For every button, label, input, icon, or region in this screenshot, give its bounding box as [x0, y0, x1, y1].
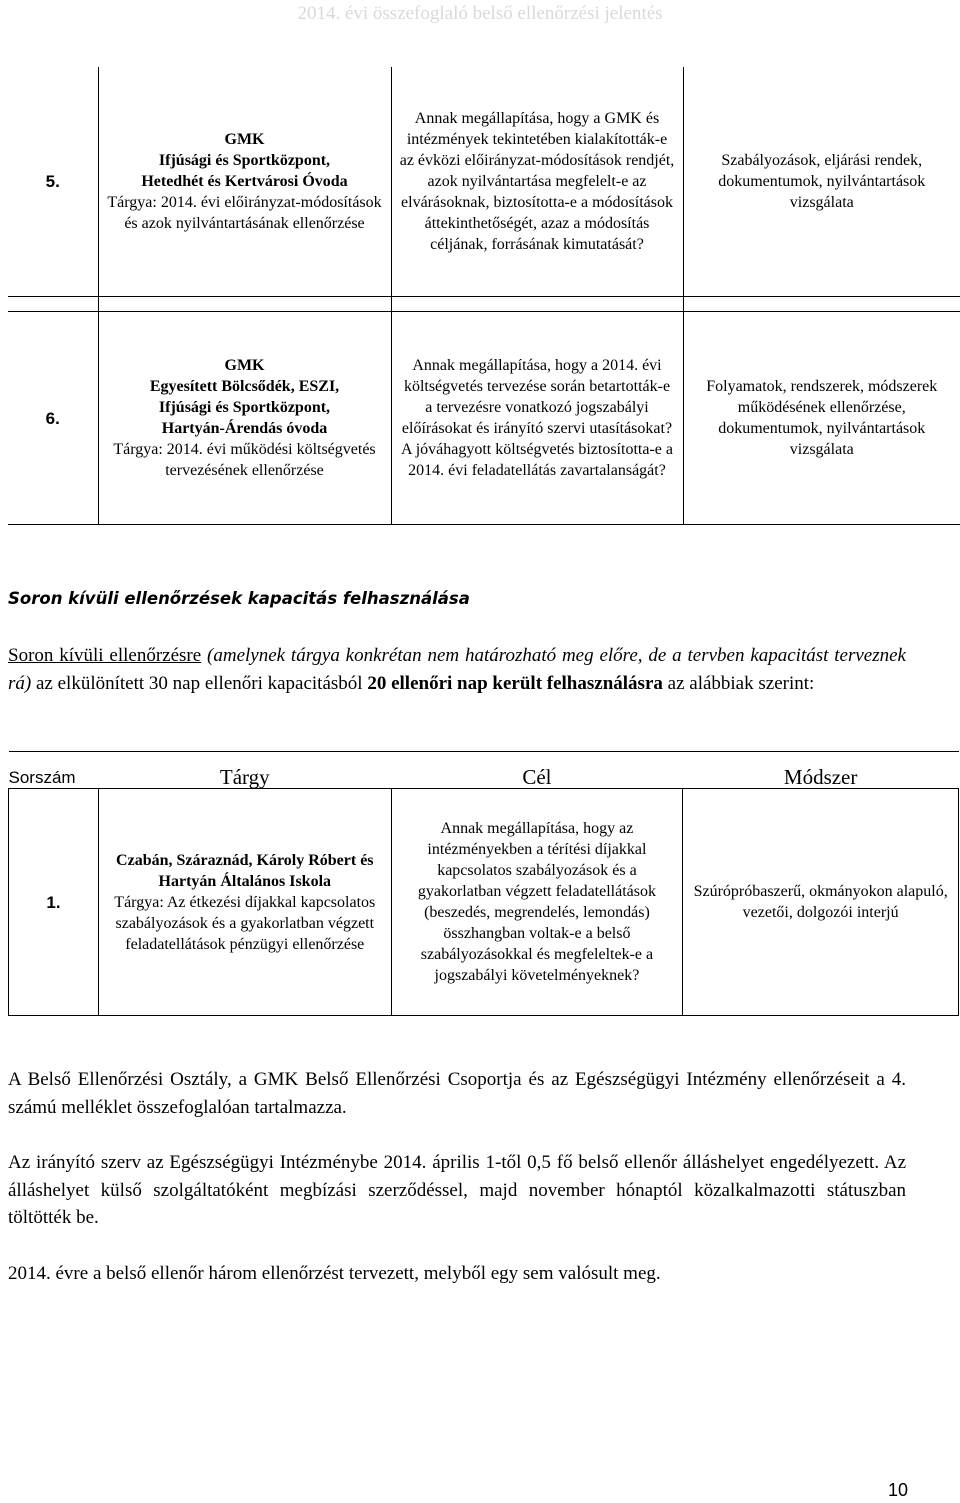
- method-cell: Szabályozások, eljárási rendek, dokumentumok, nyilvántartások vizsgálata: [683, 67, 960, 297]
- page-header: [0, 0, 960, 30]
- paragraph-2: Az irányító szerv az Egészségügyi Intézménybe 2014. április 1-től 0,5 fő belső ellenőr álláshelyet engedélyezett. Az álláshelyet külső szolgáltatóként megbízási szerződéssel, majd november hónaptól közalkalmazotti státuszban töltötték be.: [8, 1152, 906, 1228]
- subject-description: Tárgya: 2014. évi előirányzat-módosítások és azok nyilvántartásának ellenőrzése: [107, 194, 382, 232]
- table-row: [8, 67, 960, 297]
- header-modszer: Módszer: [683, 752, 959, 789]
- subject-description: Tárgya: Az étkezési díjakkal kapcsolatos szabályozások és a gyakorlatban végzett feladatellátások pénzügyi ellenőrzése: [114, 893, 376, 953]
- method-cell: Szúrópróbaszerű, okmányokon alapuló, vezetői, dolgozói interjú: [683, 789, 959, 1016]
- header-cel: Cél: [391, 752, 683, 789]
- section-paragraph: Soron kívüli ellenőrzésre (amelynek tárgya konkrétan nem határozható meg előre, de a tervben kapacitást terveznek rá) az elkülönített 30 nap ellenőri kapacitásból 20 ellenőri nap került felhasználásra az alábbiak szerint:: [8, 645, 906, 694]
- goal-cell: Annak megállapítása, hogy az intézményekben a térítési díjakkal kapcsolatos szabályozások és a gyakorlatban végzett feladatellátások (beszedés, megrendelés, lemondás) összhangban voltak-e a belső szabályozásokkal és megfeleltek-e a jogszabályi követelményeknek?: [391, 789, 683, 1016]
- subject-entities: GMK Ifjúsági és Sportközpont, Hetedhét és Kertvárosi Óvoda: [141, 131, 348, 190]
- table-header-row: [9, 752, 959, 789]
- header-targy: Tárgy: [98, 752, 391, 789]
- subject-cell: [98, 789, 391, 1016]
- subject-description: Tárgya: 2014. évi működési költségvetés tervezésének ellenőrzése: [113, 441, 376, 479]
- audit-plan-table: [8, 67, 960, 525]
- table-row-gap: [8, 297, 960, 312]
- subject-entities: GMK Egyesített Bölcsődék, ESZI, Ifjúsági és Sportközpont, Hartyán-Árendás óvoda: [149, 357, 340, 437]
- row-number: 1.: [9, 789, 99, 1016]
- header-sorszam: Sorszám: [9, 752, 99, 789]
- subject-cell: [98, 67, 391, 297]
- method-cell: Folyamatok, rendszerek, módszerek működésének ellenőrzése, dokumentumok, nyilvántartások vizsgálata: [683, 312, 960, 525]
- subject-entities: Czabán, Száraznád, Károly Róbert és Hartyán Általános Iskola: [116, 851, 374, 890]
- row-number: 5.: [8, 67, 98, 297]
- row-number: 6.: [8, 312, 98, 525]
- subject-cell: [98, 312, 391, 525]
- paragraph-1: A Belső Ellenőrzési Osztály, a GMK Belső Ellenőrzési Csoportja és az Egészségügyi Intézmény ellenőrzéseit a 4. számú melléklet összefoglalóan tartalmazza.: [8, 1069, 906, 1118]
- table-row: [9, 789, 959, 1016]
- table-row: [8, 312, 960, 525]
- extra-audit-table: [8, 751, 959, 1016]
- section-title: Soron kívüli ellenőrzések kapacitás felhasználása: [8, 589, 470, 608]
- header-title: 2014. évi összefoglaló belső ellenőrzési jelentés: [297, 3, 663, 24]
- page-number: 10: [887, 1480, 908, 1500]
- paragraph-3: 2014. évre a belső ellenőr három ellenőrzést tervezett, melyből egy sem valósult meg.: [8, 1263, 661, 1284]
- goal-cell: Annak megállapítása, hogy a 2014. évi költségvetés tervezése során betartották-e a tervezésre vonatkozó jogszabályi előírásokat és irányító szervi utasításokat? A jóváhagyott költségvetés biztosította-e a 2014. évi feladatellátás zavartalanságát?: [391, 312, 683, 525]
- goal-cell: Annak megállapítása, hogy a GMK és intézmények tekintetében kialakították-e az évközi előirányzat-módosítások rendjét, azok nyilvántartása megfelelt-e az elvárásoknak, biztosította-e a módosítások áttekinthetőségét, azaz a módosítás céljának, forrásának kimutatását?: [391, 67, 683, 297]
